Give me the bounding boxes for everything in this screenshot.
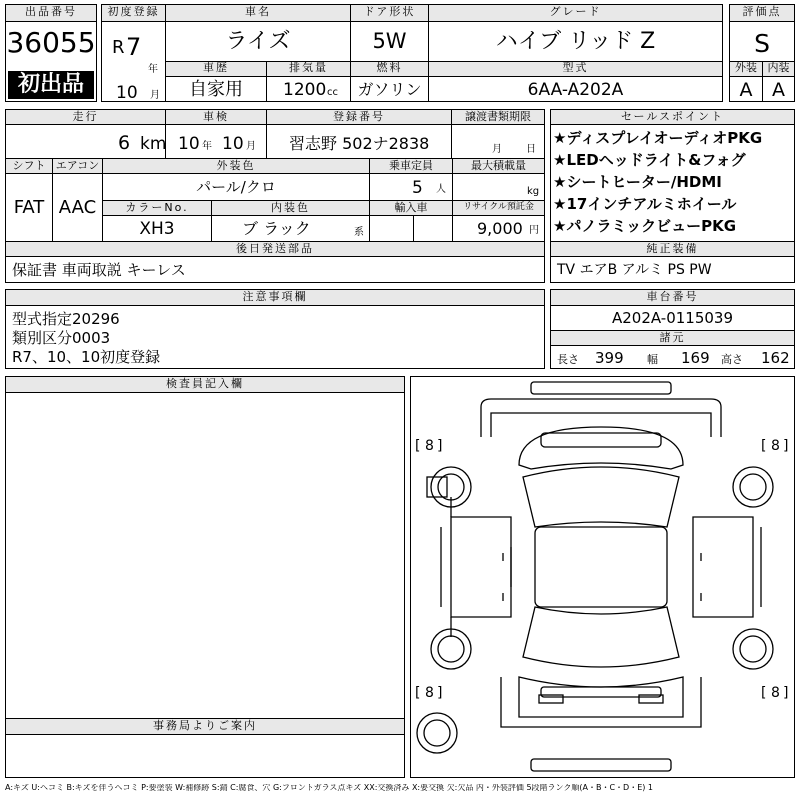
later-parts: 保証書 車両取説 キーレス	[12, 261, 186, 279]
height: 162	[761, 349, 790, 367]
later-parts-box	[5, 241, 545, 283]
inspection-box	[165, 109, 267, 159]
model-box	[428, 61, 723, 102]
mileage-unit: km	[140, 134, 167, 154]
tire-label-rear-right-close: ]	[783, 685, 789, 701]
selling-point: ★シートヒーター/HDMI	[553, 173, 722, 191]
spec-label: 諸元	[550, 330, 795, 346]
month-unit: 月	[150, 90, 160, 101]
recycle-box	[452, 200, 545, 242]
legend: A:キズ U:ヘコミ B:キズを伴うヘコミ P:要塗装 W:補修跡 S:錆 C:腐食、穴 G:フロントガラス点キズ XX:交換済み X:要交換 欠:欠品 内・外装評価 5段階ランク順(A・B・C・D・E) 1	[5, 784, 654, 792]
int-color: ブ ラック	[242, 219, 311, 238]
history-label: 車歴	[165, 61, 267, 77]
door-box	[350, 4, 429, 62]
mileage-label: 走行	[5, 109, 166, 125]
history: 自家用	[189, 79, 243, 100]
load-unit: kg	[527, 186, 540, 197]
tire-label-rear-left-value: 8	[425, 685, 434, 701]
tire-label-front-right: [	[761, 438, 767, 454]
shift-label: シフト	[5, 158, 53, 174]
ac-box	[52, 158, 103, 242]
tire-label-rear-right: [	[761, 685, 767, 701]
registration-year: 7	[126, 33, 142, 61]
ac-label: エアコン	[52, 158, 103, 174]
notes-label: 注意事項欄	[5, 289, 545, 306]
year-unit: 年	[148, 64, 158, 75]
plate-box	[266, 109, 452, 159]
height-label: 高さ	[721, 353, 743, 366]
ext-color-label: 外装色	[102, 158, 370, 174]
equipment-label: 純正装備	[550, 241, 795, 257]
grade-box	[428, 4, 723, 62]
capacity: 5	[412, 178, 423, 198]
tire-label-rear-right-value: 8	[771, 685, 780, 701]
recycle-amount: 9,000	[477, 219, 523, 238]
fuel-box	[350, 61, 429, 102]
first-listing-badge: 初出品	[8, 71, 94, 99]
displacement-box	[266, 61, 351, 102]
width-label: 幅	[647, 353, 658, 366]
fuel: ガソリン	[357, 80, 422, 99]
office-box	[5, 718, 405, 778]
transfer-label: 譲渡書類期限	[451, 109, 545, 125]
shift-box	[5, 158, 53, 242]
inspection-year: 10	[178, 134, 200, 154]
selling-point: ★ディスプレイオーディオPKG	[553, 129, 763, 147]
import-box-2	[413, 215, 453, 242]
color-no-label: カラーNo.	[102, 200, 212, 216]
ac: AAC	[58, 197, 97, 218]
tire-label-front-right-close: ]	[783, 438, 789, 454]
car-diagram	[411, 377, 794, 777]
chassis-number: A202A-0115039	[611, 309, 734, 327]
capacity-label: 乗車定員	[369, 158, 453, 174]
era: R	[112, 37, 125, 58]
grade-label: グレード	[428, 4, 723, 22]
exterior-grade: A	[739, 79, 753, 101]
shift: FAT	[13, 197, 45, 218]
score-label: 評価点	[729, 4, 795, 22]
color-no: XH3	[139, 219, 175, 239]
capacity-box	[369, 158, 453, 201]
interior-grade-label: 内装	[762, 61, 795, 77]
ext-color: パール/クロ	[196, 178, 276, 196]
exterior-grade-label: 外装	[729, 61, 763, 77]
capacity-unit: 人	[436, 184, 446, 195]
model: 6AA-A202A	[527, 80, 624, 100]
note-line: 型式指定20296	[12, 310, 120, 328]
int-color-label: 内装色	[211, 200, 370, 216]
selling-point: ★LEDヘッドライト&フォグ	[553, 151, 746, 169]
car-name-box	[165, 4, 351, 62]
door-type: 5W	[372, 29, 407, 53]
interior-grade-box	[762, 61, 795, 102]
ext-color-box	[102, 158, 370, 201]
equipment-box	[550, 241, 795, 283]
int-color-box	[211, 200, 370, 242]
length-label: 長さ	[557, 353, 579, 366]
tire-label-front-right-value: 8	[771, 438, 780, 454]
mileage: 6	[118, 132, 131, 154]
import-label: 輸入車	[369, 200, 453, 216]
transfer-box	[451, 109, 545, 159]
chassis-label: 車台番号	[550, 289, 795, 306]
history-box	[165, 61, 267, 102]
displacement-label: 排気量	[266, 61, 351, 77]
car-name-label: 車名	[165, 4, 351, 22]
inspection-label: 車検	[165, 109, 267, 125]
recycle-unit: 円	[529, 225, 539, 236]
first-registration-label: 初度登録	[101, 4, 166, 22]
import-box	[369, 200, 428, 242]
note-line: 類別区分0003	[12, 329, 111, 347]
int-color-suffix: 系	[354, 227, 364, 238]
inspector-box	[5, 376, 405, 719]
exterior-grade-box	[729, 61, 763, 102]
selling-point: ★17インチアルミホイール	[553, 195, 737, 213]
selling-points-label: セールスポイント	[550, 109, 795, 125]
later-parts-label: 後日発送部品	[5, 241, 545, 257]
grade: ハイブ リッド Z	[495, 29, 656, 54]
door-label: ドア形状	[350, 4, 429, 22]
note-line: R7、10、10初度登録	[12, 348, 161, 366]
plate-label: 登録番号	[266, 109, 452, 125]
tire-label-front-left-close: ]	[437, 438, 443, 454]
first-registration-box	[101, 4, 166, 102]
fuel-label: 燃料	[350, 61, 429, 77]
selling-point: ★パノラミックビューPKG	[553, 217, 737, 235]
inspector-label: 検査員記入欄	[5, 376, 405, 393]
inspection-year-unit: 年	[202, 141, 212, 152]
car-name: ライズ	[225, 29, 291, 54]
score-box	[729, 4, 795, 62]
load-label: 最大積載量	[452, 158, 545, 174]
recycle-label: リサイクル預託金	[452, 200, 545, 216]
chassis-box	[550, 289, 795, 369]
tire-label-front-left-value: 8	[425, 438, 434, 454]
interior-grade: A	[772, 79, 785, 101]
tire-label-rear-left: [	[415, 685, 421, 701]
transfer-day: 日	[526, 144, 536, 155]
equipment: TV エアB アルミ PS PW	[557, 262, 712, 278]
office-label: 事務局よりご案内	[5, 718, 405, 735]
registration-month: 10	[116, 83, 138, 103]
load-box	[452, 158, 545, 201]
width: 169	[681, 349, 710, 367]
displacement: 1200	[283, 80, 327, 100]
lot-label: 出品番号	[5, 4, 97, 22]
transfer-month: 月	[492, 144, 502, 155]
tire-label-front-left: [	[415, 438, 421, 454]
inspection-month-unit: 月	[246, 141, 256, 152]
plate-number: 習志野 502ナ2838	[289, 134, 430, 153]
mileage-box	[5, 109, 166, 159]
selling-points-box	[550, 109, 795, 242]
score: S	[754, 29, 770, 58]
displacement-unit: cc	[327, 87, 338, 98]
length: 399	[595, 349, 624, 367]
inspection-month: 10	[222, 134, 244, 154]
color-no-box	[102, 200, 212, 242]
notes-box	[5, 289, 545, 369]
model-label: 型式	[428, 61, 723, 77]
car-diagram-box	[410, 376, 795, 778]
lot-number: 36055	[6, 26, 96, 59]
tire-label-rear-left-close: ]	[437, 685, 443, 701]
lot-box	[5, 4, 97, 102]
